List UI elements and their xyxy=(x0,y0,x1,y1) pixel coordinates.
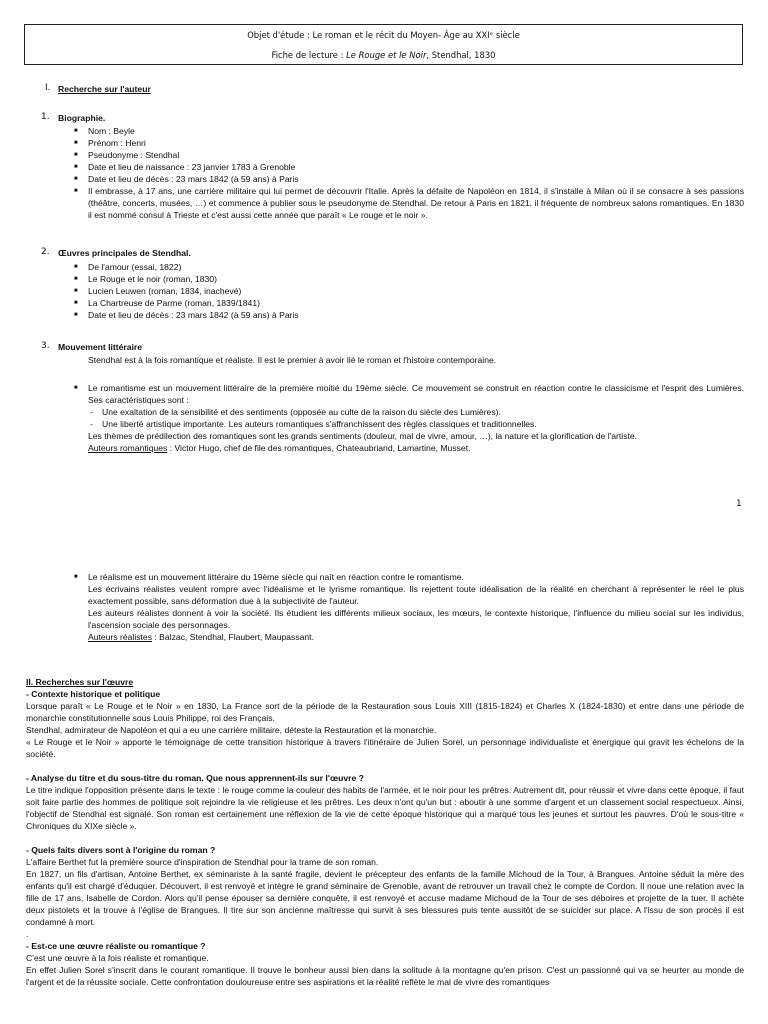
reel-p1: C'est une œuvre à la fois réaliste et romantique. xyxy=(26,953,209,963)
faits-p3: . xyxy=(26,929,29,939)
romantisme-dash-2: - Une liberté artistique importante. Les auteurs romantiques s'affranchissent des règles classiques et traditionnelles. xyxy=(88,418,744,430)
contexte-title: - Contexte historique et politique xyxy=(26,689,161,699)
faits-p2: En 1827, un fils d'artisan, Antoine Berthet, ex séminariste à la santé fragile, devient le précepteur des enfants de la famille Michoud de la Tour, à Brangues. Antoine séduit la mère des enfants qu'il est chargé d'éduquer. Découvert, il est renvoyé et intègre le grand séminaire de Grenoble, avant de retrouver un travail chez le compte de Cordon. Il noue une relation avec la fille de 17 ans, Isabelle de Cordon. Alors qu'il pense épouser sa dernière conquête, il est renvoyé et accuse madame Michoud de la Tour de ses déboires et projette de la tuer. Il achète deux pistolets et la trouve à l'église de Brangues. Il tire sur son ancienne maîtresse qui survit à ses blessures puis tente aussitôt de se suicider sur place. A l'issu de son procès il est condamné à mort. xyxy=(26,869,744,927)
authors-text: : Balzac, Stendhal, Flaubert, Maupassant. xyxy=(152,632,314,642)
list-item: ■ Nom : Beyle xyxy=(74,125,744,137)
list-item: ■ Lucien Leuwen (roman, 1834, inachevé) xyxy=(74,285,674,297)
romantisme-dash-1: - Une exaltation de la sensibilité et des sentiments (opposée au culte de la raison du siècle des Lumières). xyxy=(88,406,744,418)
authors-label: Auteurs réalistes xyxy=(88,632,153,642)
bio-number: 1. xyxy=(41,112,50,122)
list-item: ■ Date et lieu de naissance : 23 janvier 1783 à Grenoble xyxy=(74,161,744,173)
bio-title: Biographie. xyxy=(58,113,106,123)
realisme-p2: Les écrivains réalistes veulent rompre avec l'idéalisme et le lyrisme romantique. Ils rejettent toute idéalisation de la réalité en cherchant à représenter le réel le plus exactement possible, sans déformation due à la subjectivité de l'auteur. xyxy=(88,584,744,606)
movement-intro: Stendhal est à la fois romantique et réaliste. Il est le premier à avoir lié le roman et l'histoire contemporaine. xyxy=(88,355,497,365)
faits-title: - Quels faits divers sont à l'origine du roman ? xyxy=(26,845,216,855)
realisme-p3: Les auteurs réalistes donnent à voir la société. Ils étudient les différents milieux sociaux, les mœurs, le contexte historique, l'influence du milieu social sur les individus, l'ascension sociale des personnages. xyxy=(88,608,744,630)
movement-number: 3. xyxy=(41,341,50,351)
list-item: ■ Date et lieu de décès : 23 mars 1842 (à 59 ans) à Paris xyxy=(74,173,744,185)
romantisme-authors xyxy=(88,442,744,454)
list-item: ■ De l'amour (essai, 1822) xyxy=(74,261,674,273)
section-2-title: II. Recherches sur l'œuvre xyxy=(26,677,134,687)
list-item: ■ Il embrasse, à 17 ans, une carrière militaire qui lui permet de découvrir l'Italie. Après la défaite de Napoléon en 1814, il s'installe à Milan où il se consacre à ses passions (théâtre, concerts, musées, …) et commence à publier sous le pseudonyme de Stendhal. De retour à Paris en 1821, il fréquente de nombreux salons romantiques. En 1830 il est nommé consul à Trieste et c'est aussi cette année que paraît « Le rouge et le noir ». xyxy=(74,185,744,221)
header-suffix: , Stendhal, 1830 xyxy=(426,50,496,60)
section-2 xyxy=(26,676,744,988)
list-item: ■ Prénom : Henri xyxy=(74,137,744,149)
list-item: ■ Le Rouge et le noir (roman, 1830) xyxy=(74,273,674,285)
works-list xyxy=(74,261,674,321)
list-item: ■ Date et lieu de décès : 23 mars 1842 (à 59 ans) à Paris xyxy=(74,309,674,321)
section-1-numeral: I. xyxy=(45,83,51,93)
list-item: ■ Pseudonyme : Stendhal xyxy=(74,149,744,161)
works-title: Œuvres principales de Stendhal. xyxy=(58,248,191,258)
page-number: 1 xyxy=(736,499,742,509)
header-box xyxy=(24,24,743,65)
romantisme-themes: Les thèmes de prédilection des romantiques sont les grands sentiments (douleur, mal de vivre, amour, …), la nature et la glorification de l'artiste. xyxy=(88,431,638,441)
movement-title: Mouvement littéraire xyxy=(58,342,143,352)
titre-p: Le titre indique l'opposition présente dans le texte : le rouge comme la couleur des habits de l'armée, et le noir pour les prêtres. Autrement dit, pour réussir et vivre dans cette époque, il faut soit faire partie des hommes de politique soit rejoindre la vie religieuse et les prêtres. Les deux n'ont qu'un but : aboutir à une somme d'argent et un classement social respectueux. Ainsi, l'objectif de Stendhal est signalé. Son roman est certainement une réflexion de la vie de cette époque historique qui a marqué tous les jeunes et surtout les pauvres. D'où le sous-titre « Chroniques du XIXe siècle ». xyxy=(26,785,744,831)
works-number: 2. xyxy=(41,247,50,257)
contexte-p1: Lorsque paraît « Le Rouge et le Noir » en 1830, La France sort de la période de la Restauration sous Louis XIII (1815-1824) et Charles X (1824-1830) et entre dans une période de monarchie constitutionnelle sous Louis Philippe, roi des Français. xyxy=(26,701,744,723)
realisme-item: ■ Le réalisme est un mouvement littéraire du 19ème siècle qui naît en réaction contre le romantisme. xyxy=(74,571,744,583)
titre-title: - Analyse du titre et du sous-titre du roman. Que nous apprennent-ils sur l'œuvre ? xyxy=(26,773,364,783)
contexte-p2: Stendhal, admirateur de Napoléon et qui a eu une carrière militaire, déteste la Restauration et la monarchie. xyxy=(26,725,437,735)
romantisme-item: ■ Le romantisme est un mouvement littéraire de la première moitié du 19ème siècle. Ce mouvement se construit en réaction contre le classicisme et l'esprit des Lumières. Ses caractéristiques sont : xyxy=(74,382,744,406)
realisme-block xyxy=(74,571,744,643)
header-prefix: Fiche de lecture : xyxy=(271,50,344,60)
faits-p1: L'affaire Berthet fut la première source d'inspiration de Stendhal pour la trame de son roman. xyxy=(26,857,379,867)
authors-label: Auteurs romantiques xyxy=(88,443,168,453)
section-1-title: Recherche sur l'auteur xyxy=(58,84,151,94)
header-line-1: Objet d'étude : Le roman et le récit du Moyen- Âge au XXIᵉ siècle xyxy=(247,30,520,40)
reel-title: - Est-ce une œuvre réaliste ou romantique ? xyxy=(26,941,206,951)
contexte-p3: « Le Rouge et le Noir » apporte le témoignage de cette transition historique à travers l'itinéraire de Julien Sorel, un personnage individualiste et énergique qui gravit les échelons de la société. xyxy=(26,737,744,759)
romantisme-block xyxy=(74,382,744,454)
realisme-authors xyxy=(88,631,744,643)
header-line-2 xyxy=(25,49,742,61)
authors-text: : Victor Hugo, chef de file des romantiques, Chateaubriand, Lamartine, Musset. xyxy=(167,443,471,453)
bio-list xyxy=(74,125,744,221)
reel-p2: En effet Julien Sorel s'inscrit dans le courant romantique. Il trouve le bonheur aussi bien dans la solitude à la montagne qu'en prison. C'est un passionné qui va se heurter au monde de l'argent et de la réussite sociale. Cette confrontation douloureuse entre ses aspirations et la réalité reflète le mal de vivre des romantiques xyxy=(26,965,744,987)
header-book-title: Le Rouge et le Noir xyxy=(346,50,427,60)
list-item: ■ La Chartreuse de Parme (roman, 1839/1841) xyxy=(74,297,674,309)
